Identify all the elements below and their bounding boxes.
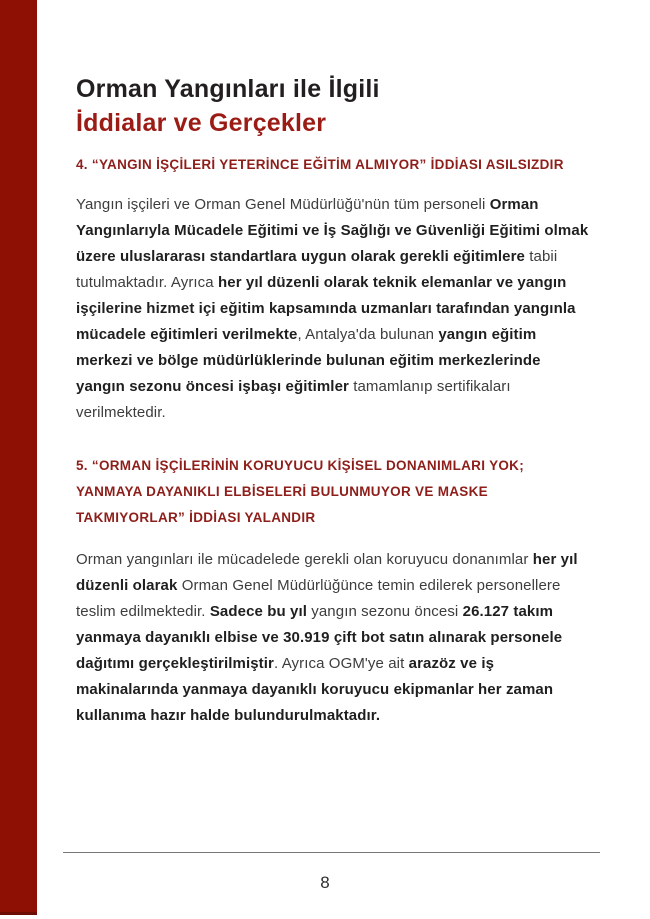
section-5-heading: 5. “ORMAN İŞÇİLERİNİN KORUYUCU KİŞİSEL DONANIMLARI YOK; YANMAYA DAYANIKLI ELBİSELERİ BULUNMUYOR VE MASKE TAKMIYORLAR” İDDİASI YALANDIR [76, 458, 525, 525]
footer-divider [63, 852, 600, 853]
section-4-heading: 4. “YANGIN İŞÇİLERİ YETERİNCE EĞİTİM ALMIYOR” İDDİASI ASILSIZDIR [76, 157, 564, 172]
left-accent-bar [0, 0, 37, 915]
page-number: 8 [320, 873, 330, 892]
page-title-line1: Orman Yangınları ile İlgili [76, 75, 380, 103]
section-4-paragraph: Yangın işçileri ve Orman Genel Müdürlüğü'nün tüm personeli Orman Yangınlarıyla Mücadele Eğitimi ve İş Sağlığı ve Güvenliği Eğitimi olmak üzere uluslararası standartlara uygun olarak gerekli eğitimlere tabii tutulmaktadır. Ayrıca her yıl düzenli olarak teknik elemanlar ve yangın işçilerine hizmet içi eğitim kapsamında uzmanları tarafından yangınla mücadele eğitimleri verilmekte, Antalya'da bulunan yangın eğitim merkezi ve bölge müdürlüklerinde bulunan eğitim merkezlerinde yangın sezonu öncesi işbaşı eğitimler tamamlanıp sertifikaları verilmektedir. [76, 196, 589, 421]
page-title [76, 72, 592, 140]
page-content [76, 72, 592, 729]
page-title-line2: İddialar ve Gerçekler [76, 109, 327, 137]
section-5-paragraph: Orman yangınları ile mücadelede gerekli olan koruyucu donanımlar her yıl düzenli olarak Orman Genel Müdürlüğünce temin edilerek personellere teslim edilmektedir. Sadece bu yıl yangın sezonu öncesi 26.127 takım yanmaya dayanıklı elbise ve 30.919 çift bot satın alınarak personele dağıtımı gerçekleştirilmiştir. Ayrıca OGM'ye ait arazöz ve iş makinalarında yanmaya dayanıklı koruyucu ekipmanlar her zaman kullanıma hazır halde bulundurulmaktadır. [76, 551, 578, 724]
